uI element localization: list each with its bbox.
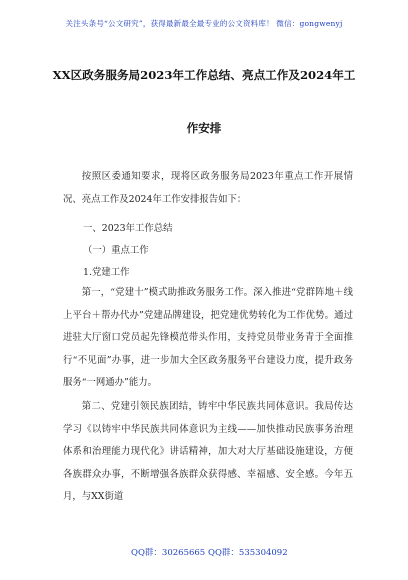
footer-qq-group-1: QQ群：30265665 (131, 548, 206, 558)
document-title-line2: 作安排 (186, 121, 222, 135)
header-banner: 关注头条号“公文研究”，获得最新最全最专业的公文资料库！ 微信：gongwenyj (65, 19, 343, 28)
body-paragraph-2: 第二、党建引领民族团结，铸牢中华民族共同体意识。我局传达学习《以铸牢中华民族共同体意识为主线——加快推动民族事务治理体系和治理能力现代化》讲话精神，加大对大厅基础设施建设，方便各族群众办事，不断增强各族群众获得感、幸福感、安全感。今年五月，与XX街道 (63, 401, 353, 503)
footer-qq-group-2: QQ群：535304092 (208, 548, 288, 558)
subsection-heading: （一）重点工作 (83, 245, 149, 256)
body-paragraph-1: 第一，“党建十”模式助推政务服务工作。深入推进“党群阵地＋线上平台＋帮办代办”党建品牌建设，把党建优势转化为工作优势。通过进驻大厅窗口党员起先锋模范带头作用，支持党员带业务青于全面推行“不见面”办事，进一步加大全区政务服务平台建设力度，提升政务服务“一网通办”能力。 (63, 287, 353, 389)
document-title-line1: XX区政务服务局2023年工作总结、亮点工作及2024年工 (52, 68, 356, 82)
section-heading: 一、2023年工作总结 (83, 223, 173, 234)
item-heading: 1.党建工作 (83, 267, 130, 278)
intro-paragraph: 按照区委通知要求，现将区政务服务局2023年重点工作开展情况、亮点工作及2024年工作安排报告如下： (63, 171, 353, 205)
